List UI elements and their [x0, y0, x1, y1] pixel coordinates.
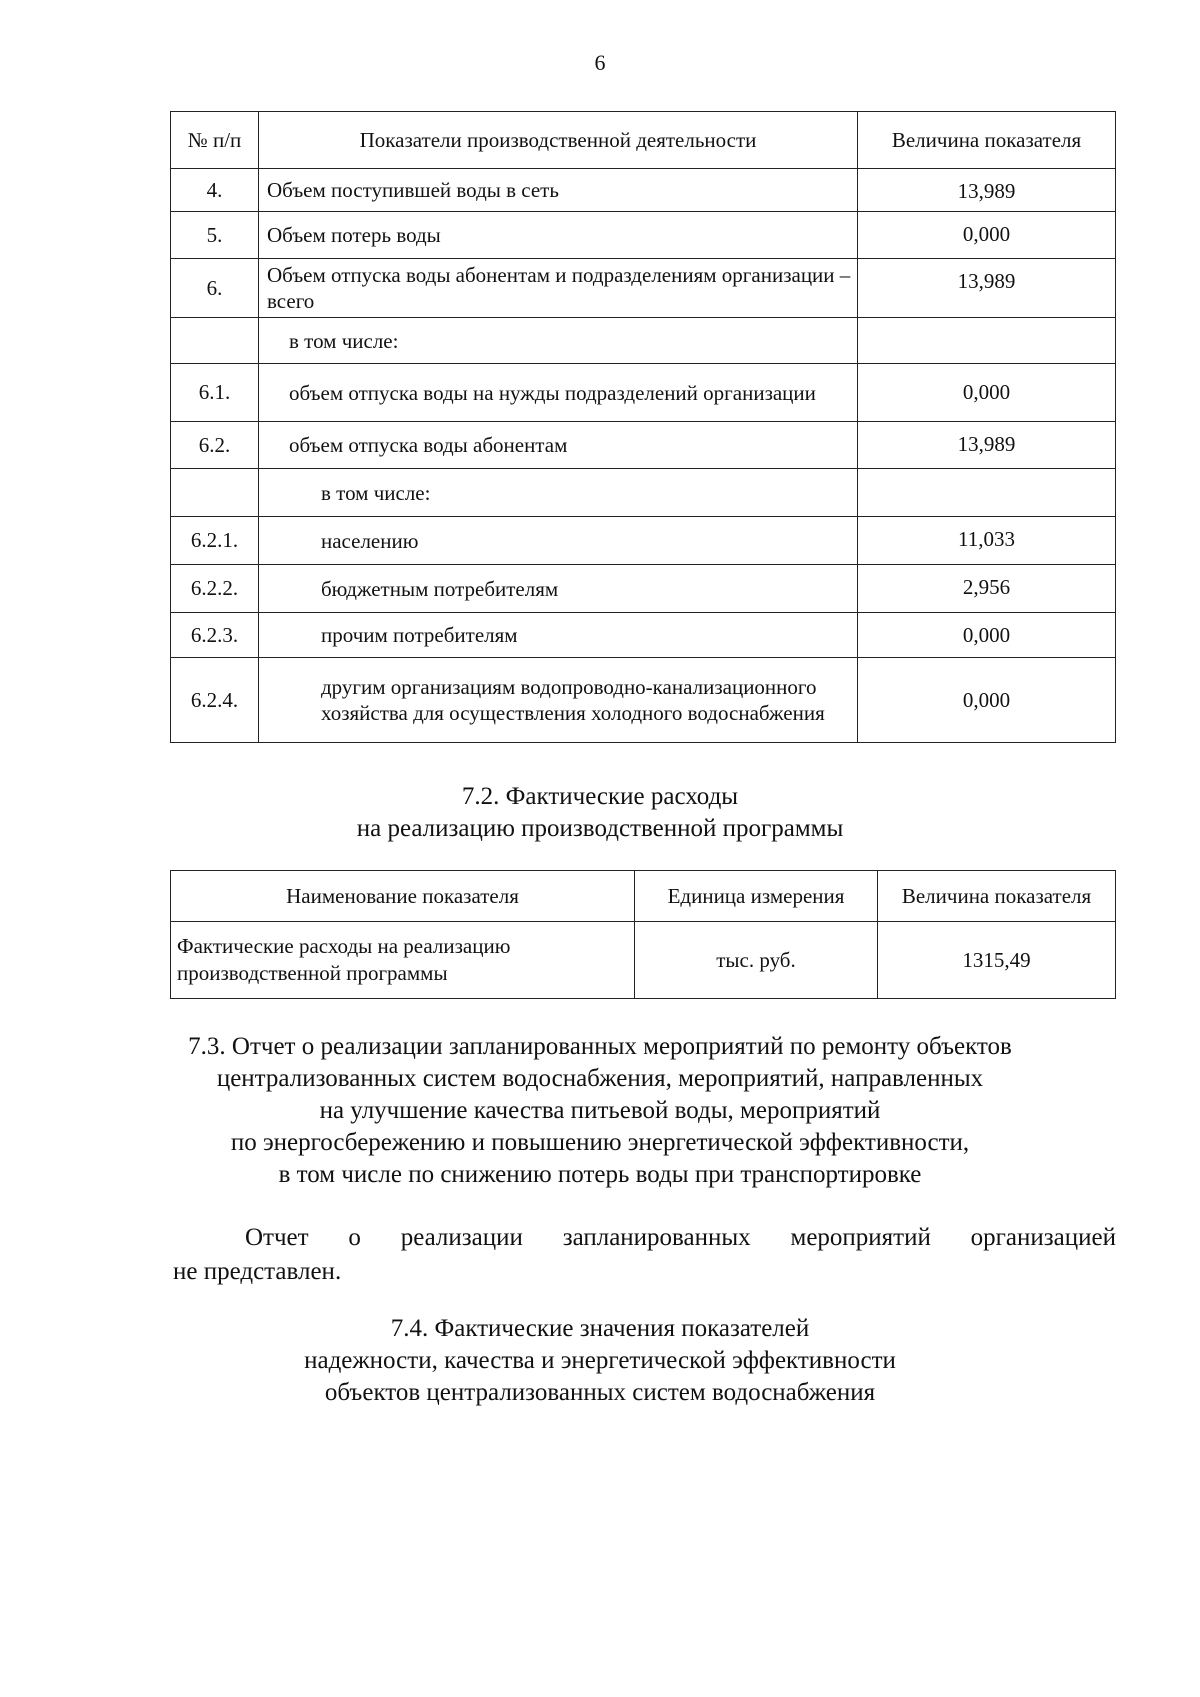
section-7-3-title-line: 7.3. Отчет о реализации запланированных мероприятий по ремонту объектов: [188, 1033, 1012, 1060]
section-7-2-heading: [0, 781, 1200, 845]
row-number: 6.: [171, 259, 259, 318]
report-paragraph-line1: Отчет о реализации запланированных мероприятий организацией: [245, 1224, 1116, 1251]
section-7-4-title-line: объектов централизованных систем водоснабжения: [324, 1379, 876, 1406]
row-value: [858, 318, 1116, 364]
table-row: [171, 169, 1116, 212]
section-7-3-title-line: в том числе по снижению потерь воды при транспортировке: [278, 1161, 922, 1188]
row-value: 13,989: [858, 169, 1116, 212]
table-row: [171, 469, 1116, 517]
row-value: 0,000: [858, 613, 1116, 658]
row-number: [171, 318, 259, 364]
column-header-unit: Единица измерения: [635, 871, 878, 922]
row-number: 6.2.1.: [171, 517, 259, 565]
row-indicator: в том числе:: [259, 469, 858, 517]
row-value: [858, 469, 1116, 517]
report-paragraph: [173, 1221, 1116, 1289]
table-row: [171, 658, 1116, 743]
table-row: [171, 212, 1116, 259]
row-value: 0,000: [858, 212, 1116, 259]
column-header-value: Величина показателя: [878, 871, 1116, 922]
section-7-3-title-line: по энергосбережению и повышению энергетической эффективности,: [230, 1129, 970, 1156]
row-indicator: Объем отпуска воды абонентам и подразделениям организации – всего: [259, 259, 858, 318]
row-number: 6.2.2.: [171, 565, 259, 613]
expenses-table: [170, 870, 1116, 999]
section-7-3-heading: [0, 1031, 1200, 1191]
table-row: [171, 922, 1116, 999]
row-value: 11,033: [858, 517, 1116, 565]
report-paragraph-line2: не представлен.: [173, 1258, 342, 1285]
section-7-3-title-line: централизованных систем водоснабжения, мероприятий, направленных: [216, 1065, 984, 1092]
row-indicator: Объем потерь воды: [259, 212, 858, 259]
row-number: 6.2.: [171, 422, 259, 469]
column-header-name: Наименование показателя: [171, 871, 635, 922]
table-row: [171, 613, 1116, 658]
table-row: [171, 565, 1116, 613]
section-7-2-title-line2: на реализацию производственной программы: [356, 815, 844, 842]
expense-value: 1315,49: [878, 922, 1116, 999]
table-row: [171, 517, 1116, 565]
section-7-4-title-line: надежности, качества и энергетической эффективности: [304, 1347, 896, 1374]
section-7-2-title-line1: 7.2. Фактические расходы: [461, 783, 739, 810]
row-value: 0,000: [858, 658, 1116, 743]
column-header-indicator: Показатели производственной деятельности: [259, 112, 858, 169]
row-indicator: населению: [259, 517, 858, 565]
row-indicator: прочим потребителям: [259, 613, 858, 658]
row-indicator: бюджетным потребителям: [259, 565, 858, 613]
section-7-4-title-line: 7.4. Фактические значения показателей: [390, 1315, 810, 1342]
table-row: [171, 364, 1116, 422]
row-number: 5.: [171, 212, 259, 259]
row-value: 13,989: [858, 259, 1116, 318]
row-indicator: Объем поступившей воды в сеть: [259, 169, 858, 212]
row-number: 6.2.4.: [171, 658, 259, 743]
section-7-4-heading: [0, 1313, 1200, 1409]
section-7-3-title-line: на улучшение качества питьевой воды, мероприятий: [319, 1097, 881, 1124]
row-indicator: объем отпуска воды на нужды подразделений организации: [259, 364, 858, 422]
table-header-row: [171, 112, 1116, 169]
expense-unit: тыс. руб.: [635, 922, 878, 999]
production-indicators-table: [170, 111, 1116, 743]
row-number: 4.: [171, 169, 259, 212]
row-value: 2,956: [858, 565, 1116, 613]
table-header-row: [171, 871, 1116, 922]
row-value: 13,989: [858, 422, 1116, 469]
expense-name: Фактические расходы на реализацию производственной программы: [171, 922, 635, 999]
table-row: [171, 422, 1116, 469]
row-indicator: другим организациям водопроводно-канализационного хозяйства для осуществления холодного водоснабжения: [259, 658, 858, 743]
row-indicator: в том числе:: [259, 318, 858, 364]
table-row: [171, 318, 1116, 364]
row-number: [171, 469, 259, 517]
row-value: 0,000: [858, 364, 1116, 422]
row-indicator: объем отпуска воды абонентам: [259, 422, 858, 469]
row-number: 6.1.: [171, 364, 259, 422]
page-number: 6: [594, 50, 606, 75]
table-row: [171, 259, 1116, 318]
column-header-number: № п/п: [171, 112, 259, 169]
row-number: 6.2.3.: [171, 613, 259, 658]
column-header-value: Величина показателя: [858, 112, 1116, 169]
